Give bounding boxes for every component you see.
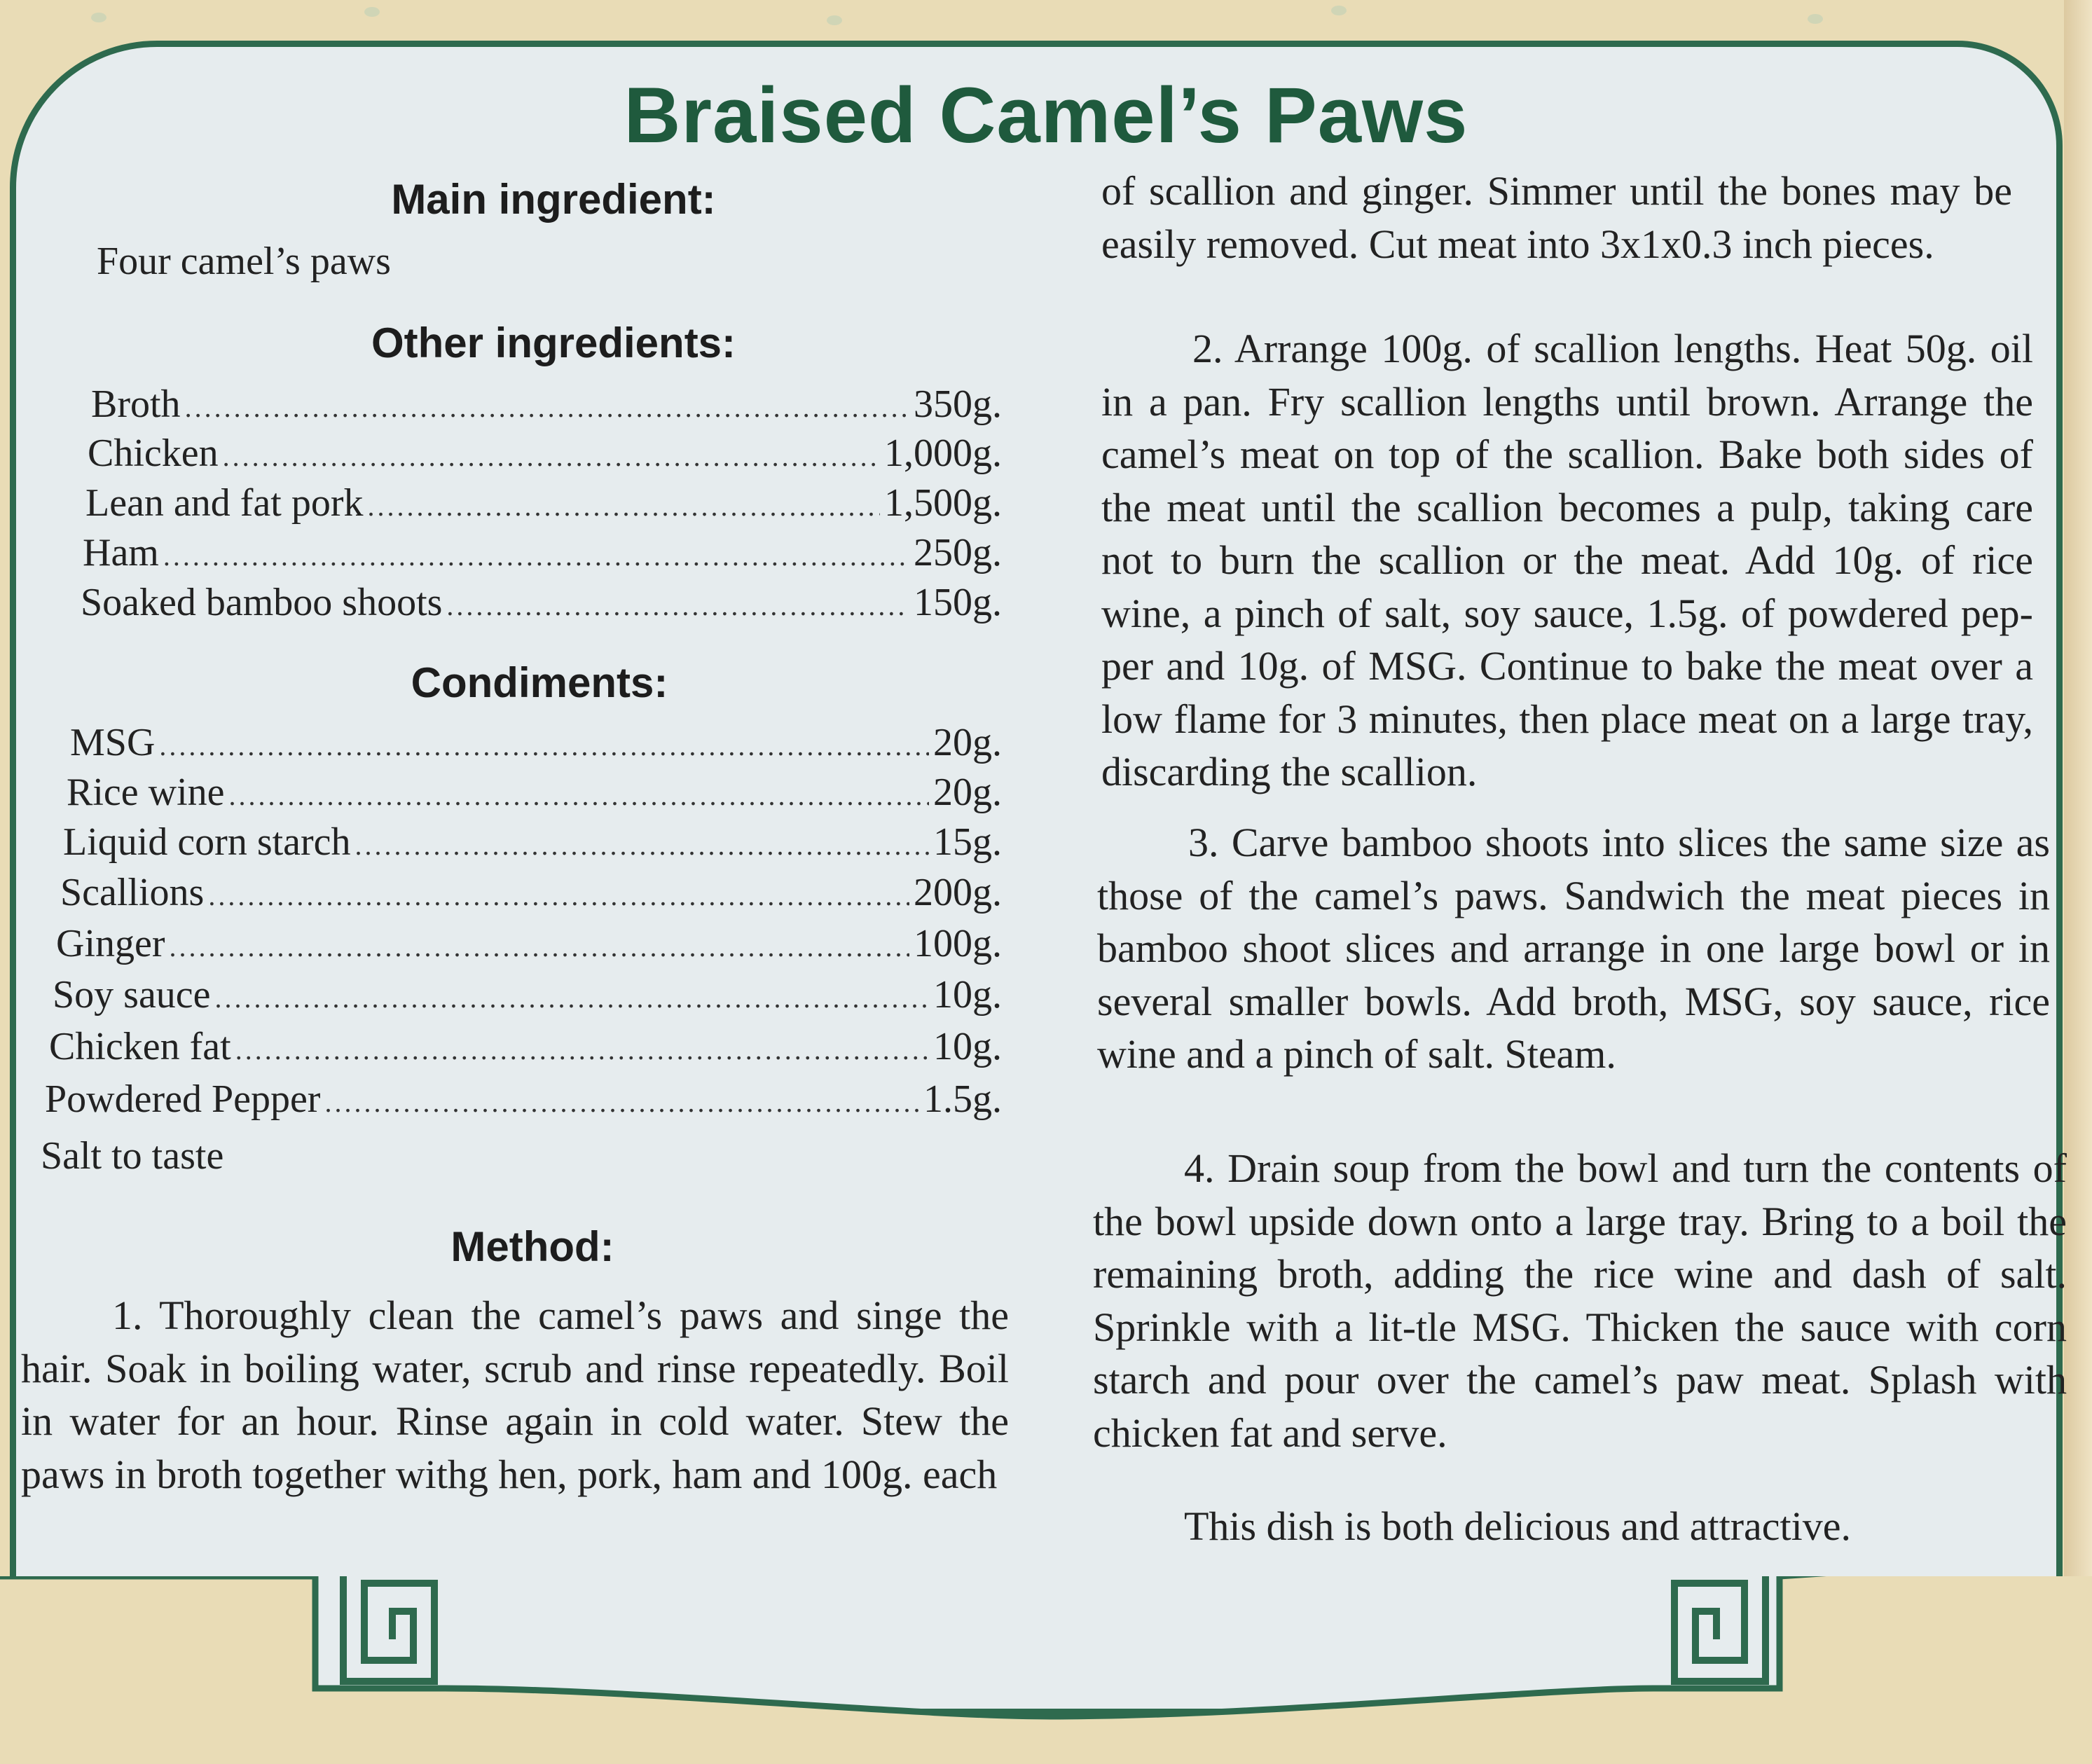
condiment-qty: 100g. [914,922,1002,965]
leader-dots [355,829,929,862]
background-speck [364,7,380,17]
ingredient-row [81,580,1002,629]
method-step-2-text: 2. Arrange 100g. of scallion lengths. Heat 50g. oil in a pan. Fry scallion lengths until brown. Arrange the camel’s meat on top of the scallion. Bake both sides of the meat until the scallion becomes a pulp, taking care not to burn the scallion or the meat. Add 10g. of rice wine, a pinch of salt, soy sauce, 1.5g. of powdered pep-per and 10g. of MSG. Continue to bake the meat over a low flame for 3 minutes, then place meat on a large tray, discarding the scallion. [1101,326,2033,794]
ingredient-qty: 1,500g. [884,481,1002,525]
condiment-qty: 10g. [933,973,1002,1017]
condiment-qty: 15g. [933,820,1002,864]
recipe-title: Braised Camel’s Paws [624,71,1468,159]
condiment-row [70,720,1002,769]
main-ingredient-text: Four camel’s paws [97,240,391,283]
condiment-row [60,870,1002,919]
condiment-row [49,1024,1002,1073]
condiment-row [45,1077,1002,1126]
ingredient-qty: 250g. [914,531,1002,574]
main-ingredient-heading: Main ingredient: [391,176,716,223]
method-step-2 [1101,322,2033,799]
ingredient-qty: 1,000g. [884,432,1002,475]
page-edge [2064,0,2092,1764]
leader-dots [208,879,909,912]
ingredient-name: Soaked bamboo shoots [81,581,443,624]
background-speck [827,15,842,25]
method-step-1-text: 1. Thoroughly clean the camel’s paws and singe the hair. Soak in boiling water, scrub and rinse repeatedly. Boil in water for an hour. Rinse again in cold water. Stew the paws in broth together withg hen, pork, ham and 100g. each [21,1293,1009,1497]
condiment-row [56,921,1002,970]
closing-line: This dish is both delicious and attractive. [1184,1503,1851,1549]
background-speck [1808,14,1823,24]
leader-dots [223,440,880,473]
condiment-row [67,770,1002,819]
leader-dots [185,391,909,424]
method-step-3-text: 3. Carve bamboo shoots into slices the same size as those of the camel’s paws. Sandwich the meat pieces in bamboo shoot slices and arrange in one large bowl or in several smaller bowls. Add broth, MSG, soy sauce, rice wine and a pinch of salt. Steam. [1097,820,2050,1077]
method-step-1-continued-text: of scallion and ginger. Simmer until the bones may be easily removed. Cut meat into 3x1x0.3 inch pieces. [1101,168,2012,267]
ingredient-name: Ham [83,531,159,574]
background-speck [1331,6,1347,15]
method-step-1-continued [1101,165,2012,270]
background-speck [91,13,106,22]
leader-dots [446,589,909,622]
condiment-name: Powdered Pepper [45,1077,321,1121]
leader-dots [159,729,929,762]
ingredient-row [91,382,1002,431]
leader-dots [228,779,929,812]
condiment-row [63,820,1002,869]
condiment-name: Ginger [56,922,165,965]
leader-dots [367,490,880,523]
method-step-1 [21,1289,1009,1562]
ingredient-row [83,530,1002,579]
condiment-name: Soy sauce [53,973,211,1017]
condiment-qty: 20g. [933,721,1002,764]
ingredient-name: Chicken [88,432,219,475]
condiment-row [53,972,1002,1021]
condiment-name: MSG [70,721,156,764]
leader-dots [215,981,929,1014]
condiments-heading: Condiments: [411,659,668,706]
ingredient-name: Broth [91,383,181,426]
condiment-name: Liquid corn starch [63,820,351,864]
condiment-name: Chicken fat [49,1025,231,1068]
salt-note: Salt to taste [41,1134,224,1178]
condiment-qty: 200g. [914,871,1002,914]
fret-hook-icon [1667,1576,1773,1695]
condiment-name: Scallions [60,871,205,914]
leader-dots [235,1033,929,1066]
ingredient-qty: 150g. [914,581,1002,624]
other-ingredients-heading: Other ingredients: [371,319,736,366]
method-step-4 [1093,1142,2067,1459]
condiment-qty: 10g. [933,1025,1002,1068]
method-step-4-text: 4. Drain soup from the bowl and turn the contents of the bowl upside down onto a large tray. Bring to a boil the remaining broth, adding the rice wine and dash of salt. Sprinkle with a lit-tle MSG. Thicken the sauce with corn starch and pour over the camel’s paw meat. Splash with chicken fat and serve. [1093,1145,2067,1456]
method-step-3 [1097,816,2050,1081]
decorative-border [0,1576,2092,1764]
ingredient-row [85,481,1002,530]
ingredient-name: Lean and fat pork [85,481,364,525]
condiment-name: Rice wine [67,771,225,814]
leader-dots [163,539,909,572]
condiment-qty: 1.5g. [923,1077,1002,1121]
leader-dots [170,930,909,963]
ingredient-qty: 350g. [914,383,1002,426]
ingredient-row [88,431,1002,480]
fret-hook-icon [336,1576,441,1695]
leader-dots [324,1086,919,1119]
condiment-qty: 20g. [933,771,1002,814]
method-heading: Method: [450,1223,614,1270]
